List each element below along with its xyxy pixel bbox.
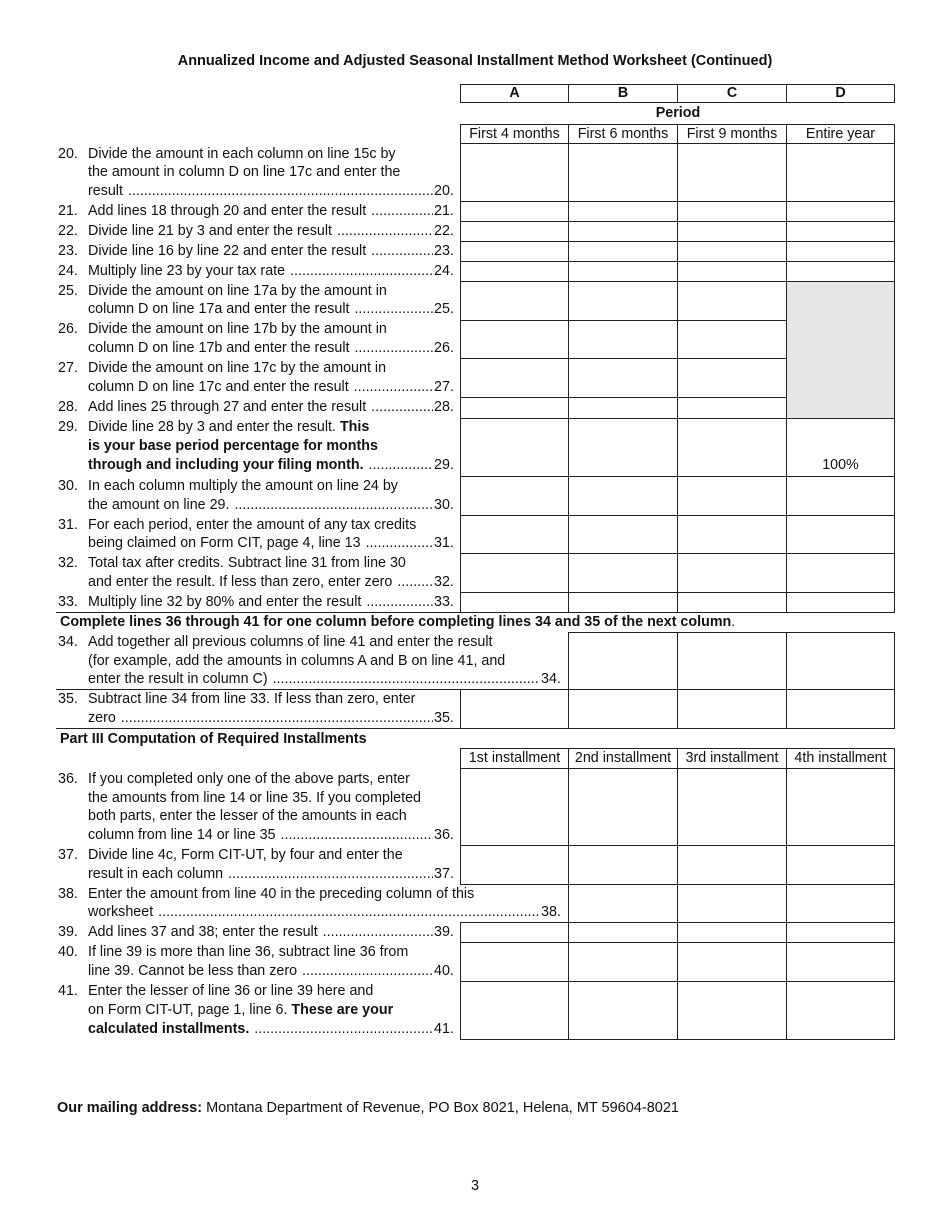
line-text: Multiply line 23 by your tax rate ..... — [88, 262, 433, 281]
line-text: Total tax after credits. Subtract line 31 from line 30 — [88, 555, 406, 571]
line-text: Divide line 16 by line 22 and enter the result ..... — [88, 242, 433, 261]
line-end-number: 37. — [434, 866, 454, 882]
line-number: 35. — [58, 691, 78, 707]
line-text: column D on line 17b and enter the result ..... — [88, 339, 433, 358]
line-text: For each period, enter the amount of any tax credits — [88, 517, 417, 533]
column-header-c: C — [726, 85, 738, 101]
line-number: 33. — [58, 594, 78, 610]
line-text: (for example, add the amounts in columns A and B on line 41, and — [88, 653, 506, 669]
column-header-d: D — [835, 85, 846, 101]
line-end-number: 27. — [434, 379, 454, 395]
line-number: 39. — [58, 924, 78, 940]
line-end-number: 24. — [434, 263, 454, 279]
line-number: 36. — [58, 771, 78, 787]
line-text: through and including your filing month. ..... — [88, 456, 433, 475]
line-number: 23. — [58, 243, 78, 259]
line-text: Divide the amount in each column on line 15c by — [88, 146, 396, 162]
line-number: 37. — [58, 847, 78, 863]
column-header-a: A — [509, 85, 520, 101]
line-text: the amounts from line 14 or line 35. If you completed — [88, 790, 421, 806]
line-text: Enter the lesser of line 36 or line 39 here and — [88, 983, 374, 999]
line-text: line 39. Cannot be less than zero ..... — [88, 962, 433, 981]
line-number: 38. — [58, 886, 78, 902]
shaded-cell-d-25-28 — [786, 282, 894, 418]
line-number: 24. — [58, 263, 78, 279]
line-text: on Form CIT-UT, page 1, line 6. These are your — [88, 1002, 394, 1018]
line-end-number: 39. — [434, 924, 454, 940]
line-end-number: 31. — [434, 535, 454, 551]
line-text: Divide line 4c, Form CIT-UT, by four and enter the — [88, 847, 403, 863]
line-text: the amount in column D on line 17c and enter the — [88, 164, 401, 180]
line-text: both parts, enter the lesser of the amounts in each — [88, 808, 407, 824]
line-text: If you completed only one of the above parts, enter — [88, 771, 410, 787]
line-number: 26. — [58, 321, 78, 337]
line-text: result ..... — [88, 182, 433, 201]
line-end-number: 22. — [434, 223, 454, 239]
installment-header-1: 1st installment — [468, 750, 561, 766]
line-text: Divide the amount on line 17b by the amount in — [88, 321, 387, 337]
line-number: 41. — [58, 983, 78, 999]
period-label: Period — [655, 105, 701, 121]
line-number: 21. — [58, 203, 78, 219]
installment-header-4: 4th installment — [794, 750, 887, 766]
period-d: Entire year — [805, 126, 876, 142]
line-end-number: 32. — [434, 574, 454, 590]
column-header-b: B — [617, 85, 629, 101]
line-text: Divide line 21 by 3 and enter the result ..... — [88, 222, 433, 241]
line-text: In each column multiply the amount on line 24 by — [88, 478, 398, 494]
line-number: 20. — [58, 146, 78, 162]
line-text: worksheet ..... — [88, 903, 540, 922]
period-c: First 9 months — [686, 126, 778, 142]
line-end-number: 38. — [541, 904, 561, 920]
line-text: Add lines 18 through 20 and enter the result ..... — [88, 202, 433, 221]
line-29-d-value: 100% — [822, 457, 859, 473]
period-b: First 6 months — [577, 126, 669, 142]
mailing-address: Our mailing address: Montana Department of Revenue, PO Box 8021, Helena, MT 59604-8021 — [57, 1100, 679, 1116]
line-end-number: 41. — [434, 1021, 454, 1037]
line-number: 34. — [58, 634, 78, 650]
line-text: the amount on line 29. ..... — [88, 496, 433, 515]
line-text: Add lines 25 through 27 and enter the result ..... — [88, 398, 433, 417]
line-end-number: 20. — [434, 183, 454, 199]
line-number: 30. — [58, 478, 78, 494]
line-number: 22. — [58, 223, 78, 239]
line-number: 27. — [58, 360, 78, 376]
page-number: 3 — [470, 1178, 480, 1194]
line-end-number: 33. — [434, 594, 454, 610]
line-text: result in each column ..... — [88, 865, 433, 884]
line-text: zero ..... — [88, 709, 433, 728]
line-text: Divide the amount on line 17a by the amount in — [88, 283, 387, 299]
line-end-number: 40. — [434, 963, 454, 979]
line-number: 40. — [58, 944, 78, 960]
line-end-number: 25. — [434, 301, 454, 317]
line-number: 31. — [58, 517, 78, 533]
line-end-number: 29. — [434, 457, 454, 473]
line-end-number: 21. — [434, 203, 454, 219]
line-text: Add lines 37 and 38; enter the result ..... — [88, 923, 433, 942]
part-3-title: Part III Computation of Required Installments — [60, 731, 367, 747]
line-text: Enter the amount from line 40 in the preceding column of this — [88, 886, 475, 902]
line-text: column D on line 17c and enter the result ..... — [88, 378, 433, 397]
line-text: Add together all previous columns of line 41 and enter the result — [88, 634, 493, 650]
line-text: being claimed on Form CIT, page 4, line 13 ..... — [88, 534, 433, 553]
line-text: Divide the amount on line 17c by the amount in — [88, 360, 387, 376]
line-text: column D on line 17a and enter the result ..... — [88, 300, 433, 319]
installment-header-3: 3rd installment — [685, 750, 779, 766]
line-number: 25. — [58, 283, 78, 299]
line-number: 32. — [58, 555, 78, 571]
line-end-number: 36. — [434, 827, 454, 843]
line-text: enter the result in column C) ..... — [88, 670, 540, 689]
line-text: is your base period percentage for months — [88, 438, 378, 454]
line-text: Subtract line 34 from line 33. If less than zero, enter — [88, 691, 416, 707]
line-end-number: 34. — [541, 671, 561, 687]
line-end-number: 30. — [434, 497, 454, 513]
installment-header-2: 2nd installment — [574, 750, 672, 766]
worksheet-title: Annualized Income and Adjusted Seasonal Installment Method Worksheet (Continued) — [177, 53, 773, 69]
line-end-number: 35. — [434, 710, 454, 726]
line-text: column from line 14 or line 35 ..... — [88, 826, 433, 845]
line-end-number: 23. — [434, 243, 454, 259]
complete-lines-note: Complete lines 36 through 41 for one column before completing lines 34 and 35 of the next column. — [60, 614, 736, 630]
line-number: 28. — [58, 399, 78, 415]
line-text: Divide line 28 by 3 and enter the result. This — [88, 419, 370, 435]
period-a: First 4 months — [469, 126, 560, 142]
line-text: and enter the result. If less than zero, enter zero ..... — [88, 573, 433, 592]
line-number: 29. — [58, 419, 78, 435]
line-text: If line 39 is more than line 36, subtract line 36 from — [88, 944, 409, 960]
line-end-number: 28. — [434, 399, 454, 415]
line-text: calculated installments. ..... — [88, 1020, 433, 1039]
line-text: Multiply line 32 by 80% and enter the result ..... — [88, 593, 433, 612]
line-end-number: 26. — [434, 340, 454, 356]
